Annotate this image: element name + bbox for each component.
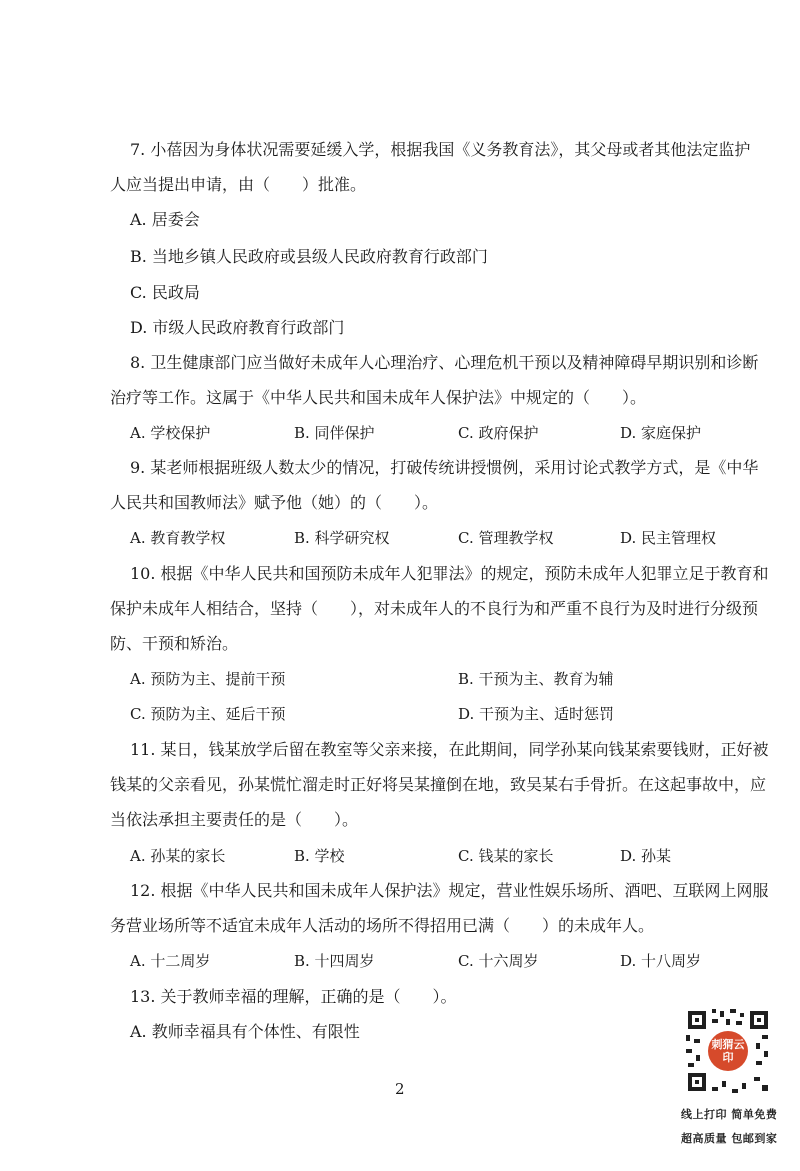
qr-code-icon [682,1005,774,1097]
q10-option-a: A. 预防为主、提前干预 [130,670,286,688]
q7-stem-line1: 7. 小蓓因为身体状况需要延缓入学，根据我国《义务教育法》，其父母或者其他法定监护 [130,140,751,159]
q11-option-d: D. 孙某 [620,847,672,865]
q10-stem-line2: 保护未成年人相结合，坚持（ ），对未成年人的不良行为和严重不良行为及时进行分级预 [110,599,759,618]
q10-option-d: D. 干预为主、适时惩罚 [458,705,615,723]
q10-option-c: C. 预防为主、延后干预 [130,705,286,723]
q13-stem-line1: 13. 关于教师幸福的理解，正确的是（ ）。 [130,987,457,1006]
q8-option-a: A. 学校保护 [130,424,211,442]
q7-option-c: C. 民政局 [130,283,200,302]
q10-stem-line1: 10. 根据《中华人民共和国预防未成年人犯罪法》的规定，预防未成年人犯罪立足于教育和 [130,564,769,583]
qr-caption-line1: 线上打印 简单免费 [681,1108,778,1121]
q11-stem-line3: 当依法承担主要责任的是（ ）。 [110,810,359,829]
page-number: 2 [395,1080,405,1098]
q12-option-c: C. 十六周岁 [458,952,539,970]
q7-option-d: D. 市级人民政府教育行政部门 [130,318,345,337]
q11-option-a: A. 孙某的家长 [130,847,226,865]
q8-option-c: C. 政府保护 [458,424,539,442]
q9-option-a: A. 教育教学权 [130,529,226,547]
q12-option-b: B. 十四周岁 [294,952,375,970]
q11-option-b: B. 学校 [294,847,345,865]
q9-option-d: D. 民主管理权 [620,529,717,547]
q13-option-a: A. 教师幸福具有个体性、有限性 [130,1022,360,1041]
q12-option-a: A. 十二周岁 [130,952,211,970]
q9-option-b: B. 科学研究权 [294,529,390,547]
qr-caption-line2: 超高质量 包邮到家 [681,1132,778,1145]
q12-stem-line2: 务营业场所等不适宜未成年人活动的场所不得招用已满（ ）的未成年人。 [110,916,655,935]
q7-option-a: A. 居委会 [130,210,200,229]
q10-stem-line3: 防、干预和矫治。 [110,634,239,653]
q9-option-c: C. 管理教学权 [458,529,554,547]
q7-option-b: B. 当地乡镇人民政府或县级人民政府教育行政部门 [130,247,488,266]
q11-stem-line1: 11. 某日，钱某放学后留在教室等父亲来接，在此期间，同学孙某向钱某索要钱财，正好被 [130,740,769,759]
q8-stem-line2: 治疗等工作。这属于《中华人民共和国未成年人保护法》中规定的（ ）。 [110,388,647,407]
q10-option-b: B. 干预为主、教育为辅 [458,670,614,688]
q12-stem-line1: 12. 根据《中华人民共和国未成年人保护法》规定，营业性娱乐场所、酒吧、互联网上网服 [130,881,769,900]
q12-option-d: D. 十八周岁 [620,952,702,970]
q9-stem-line1: 9. 某老师根据班级人数太少的情况，打破传统讲授惯例，采用讨论式教学方式，是《中华 [130,458,759,477]
q9-stem-line2: 人民共和国教师法》赋予他（她）的（ ）。 [110,493,439,512]
q8-option-d: D. 家庭保护 [620,424,702,442]
q7-stem-line2: 人应当提出申请，由（ ）批准。 [110,175,367,194]
qr-logo: 刺猬云印 [708,1031,748,1071]
q8-option-b: B. 同伴保护 [294,424,375,442]
q8-stem-line1: 8. 卫生健康部门应当做好未成年人心理治疗、心理危机干预以及精神障碍早期识别和诊断 [130,353,759,372]
q11-stem-line2: 钱某的父亲看见，孙某慌忙溜走时正好将吴某撞倒在地，致吴某右手骨折。在这起事故中，应 [110,775,767,794]
q11-option-c: C. 钱某的家长 [458,847,554,865]
